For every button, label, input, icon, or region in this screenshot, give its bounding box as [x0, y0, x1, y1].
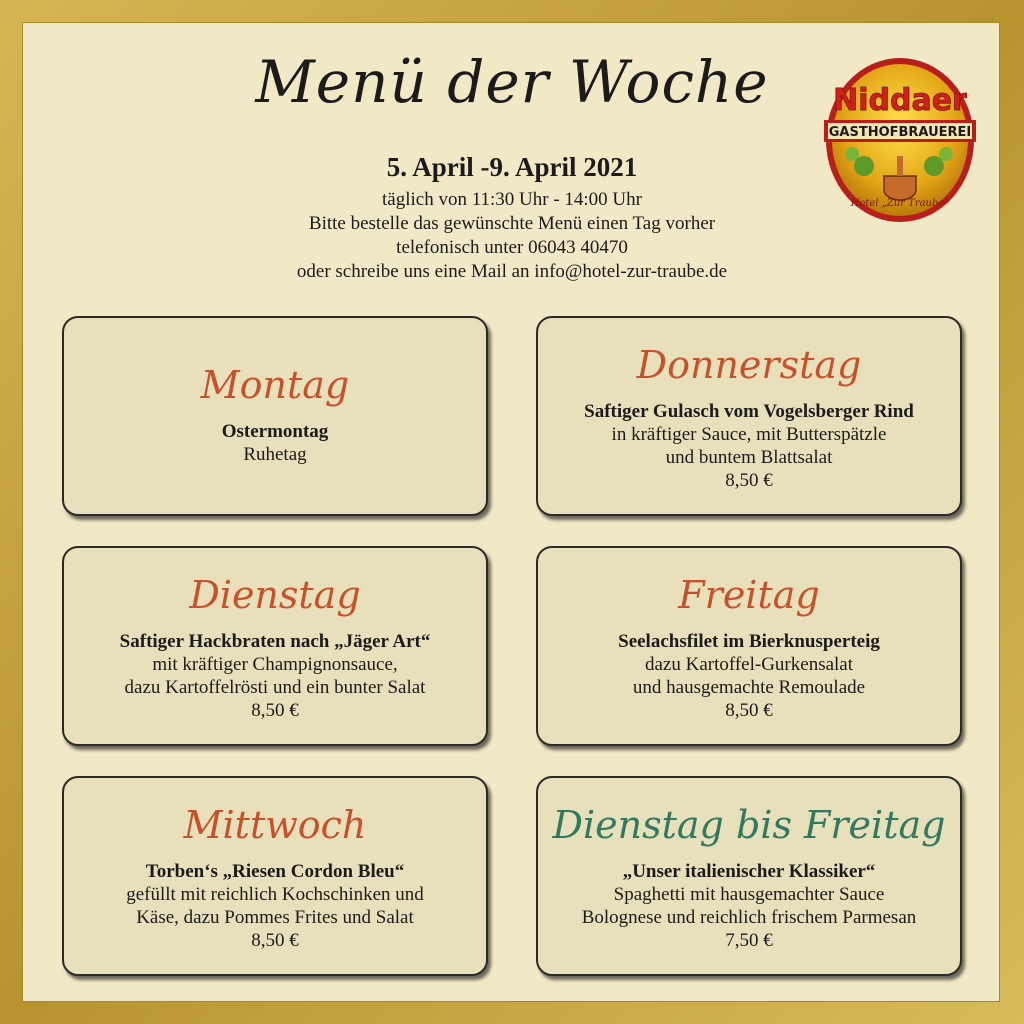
dish-name: Seelachsfilet im Bierknusperteig: [618, 631, 880, 652]
dish-price: 8,50 €: [251, 700, 299, 721]
day-title: Freitag: [678, 573, 820, 617]
day-title: Donnerstag: [636, 343, 862, 387]
opening-hours: täglich von 11:30 Uhr - 14:00 Uhr: [382, 189, 642, 210]
menu-card-mittwoch: [62, 776, 488, 976]
dish-description: Spaghetti mit hausgemachter Sauce: [613, 884, 885, 905]
day-title: Mittwoch: [183, 803, 367, 847]
dish-description: dazu Kartoffelrösti und ein bunter Salat: [124, 677, 426, 698]
logo-subtitle-text: Hotel „Zur Traube“: [850, 198, 950, 209]
dish-name: Torben‘s „Riesen Cordon Bleu“: [145, 861, 405, 882]
day-title: Dienstag: [189, 573, 361, 617]
logo-banner-text: GASTHOFBRAUEREI: [828, 125, 972, 140]
logo-brand-text: Niddaer: [833, 83, 967, 118]
day-title: Montag: [200, 363, 350, 407]
dish-name: „Unser italienischer Klassiker“: [622, 861, 876, 882]
week-dates: 5. April -9. April 2021: [386, 152, 638, 182]
dish-price: 7,50 €: [725, 930, 773, 951]
phone-line: telefonisch unter 06043 40470: [396, 237, 628, 258]
dish-description: mit kräftiger Champignonsauce,: [152, 654, 398, 675]
menu-card-montag: [62, 316, 488, 516]
dish-description: gefüllt mit reichlich Kochschinken und: [126, 884, 424, 905]
page-title: Menü der Woche: [255, 48, 769, 116]
dish-description: und buntem Blattsalat: [665, 447, 833, 468]
menu-card-dienstag: [62, 546, 488, 746]
dish-name: Ostermontag: [221, 421, 329, 442]
dish-description: Käse, dazu Pommes Frites und Salat: [136, 907, 414, 928]
dish-price: 8,50 €: [251, 930, 299, 951]
dish-description: Bolognese und reichlich frischem Parmesan: [581, 907, 917, 928]
menu-card-donnerstag: [536, 316, 962, 516]
brewery-logo: [822, 54, 978, 224]
day-title: Dienstag bis Freitag: [552, 803, 946, 847]
dish-description: und hausgemachte Remoulade: [632, 677, 866, 698]
menu-card-freitag: [536, 546, 962, 746]
mail-line: oder schreibe uns eine Mail an info@hotel-zur-traube.de: [296, 261, 728, 282]
order-note: Bitte bestelle das gewünschte Menü einen Tag vorher: [308, 213, 716, 234]
dish-description: in kräftiger Sauce, mit Butterspätzle: [611, 424, 887, 445]
menu-card-dienstag-bis-freitag: [536, 776, 962, 976]
dish-name: Saftiger Hackbraten nach „Jäger Art“: [119, 631, 431, 652]
dish-price: 8,50 €: [725, 470, 773, 491]
dish-description: Ruhetag: [243, 444, 307, 465]
dish-description: dazu Kartoffel-Gurkensalat: [644, 654, 854, 675]
dish-name: Saftiger Gulasch vom Vogelsberger Rind: [584, 401, 914, 422]
dish-price: 8,50 €: [725, 700, 773, 721]
